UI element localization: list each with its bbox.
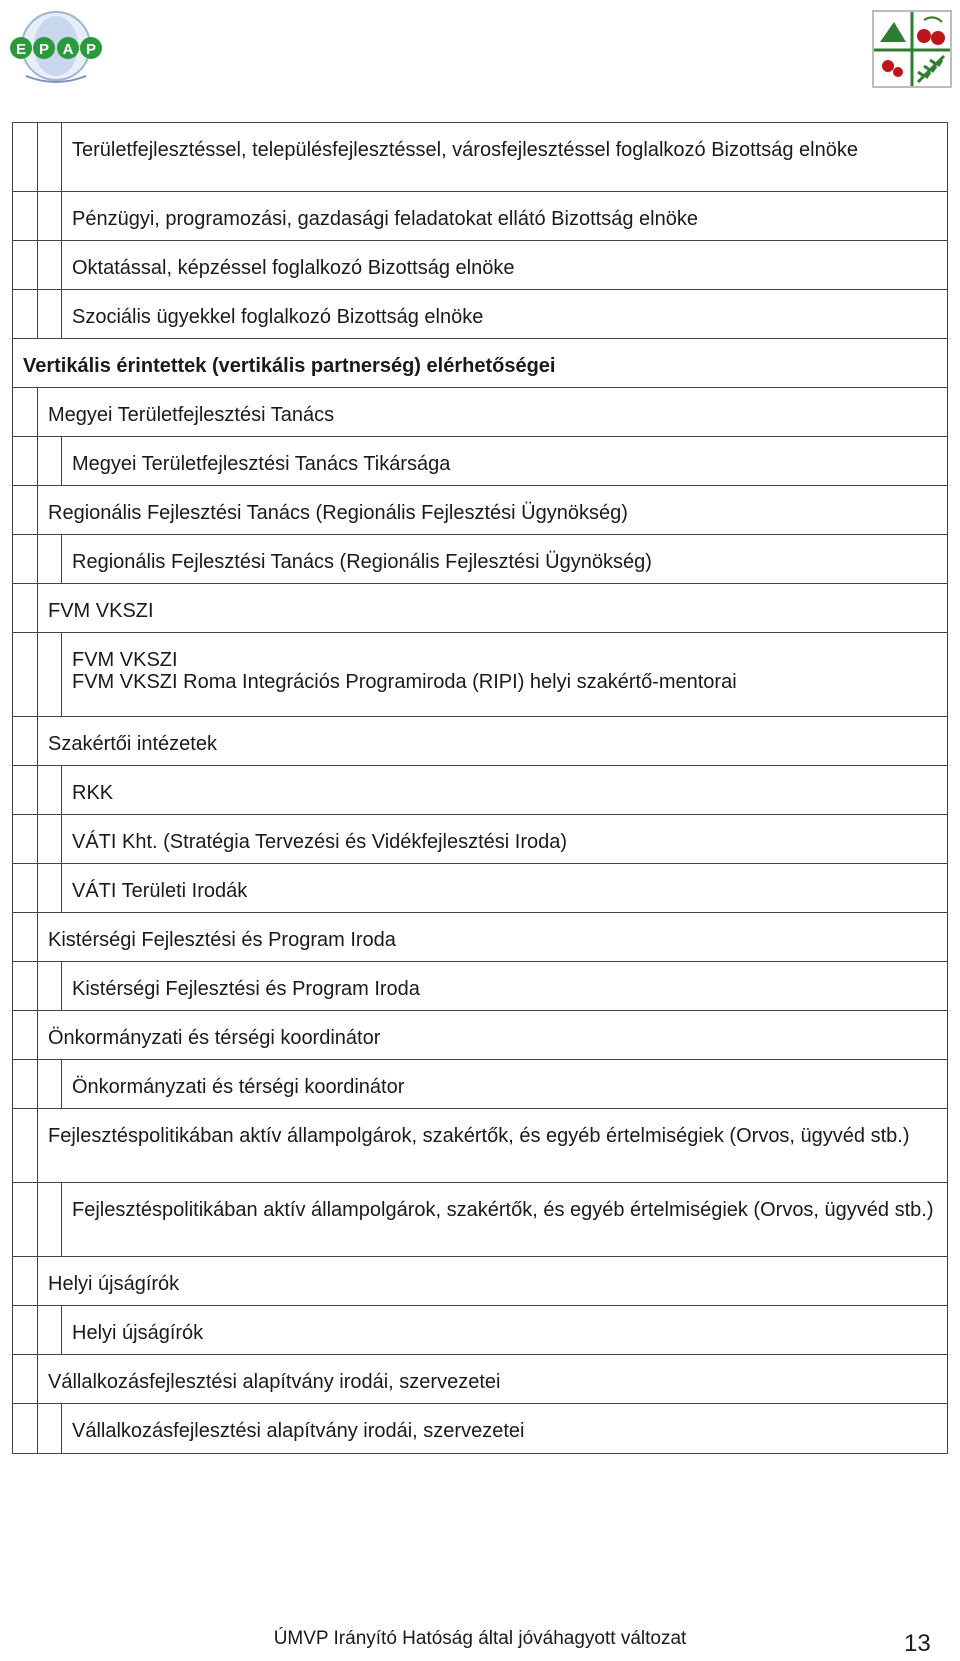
table-cell: Megyei Területfejlesztési Tanács	[37, 388, 947, 436]
table-row	[13, 766, 947, 815]
svg-text:E: E	[15, 41, 27, 58]
table-row	[13, 1183, 947, 1257]
svg-text:P: P	[38, 41, 50, 58]
table-row	[13, 669, 947, 717]
table-row	[13, 815, 947, 864]
table-cell: Önkormányzati és térségi koordinátor	[61, 1060, 947, 1108]
table-cell: Kistérségi Fejlesztési és Program Iroda	[37, 913, 947, 961]
table-row	[13, 1011, 947, 1060]
ministry-logo-icon	[872, 10, 952, 88]
table-row	[13, 388, 947, 437]
table-row	[13, 437, 947, 486]
table-row	[13, 962, 947, 1011]
table-row	[13, 290, 947, 339]
table-cell: Helyi újságírók	[61, 1306, 947, 1354]
table-cell: VÁTI Területi Irodák	[61, 864, 947, 912]
table-cell: FVM VKSZI	[61, 633, 947, 669]
section-heading-row	[13, 339, 947, 388]
table-cell: Önkormányzati és térségi koordinátor	[37, 1011, 947, 1059]
page-footer: ÚMVP Irányító Hatóság által jóváhagyott változat	[273, 1628, 687, 1649]
section-heading: Vertikális érintettek (vertikális partnerség) elérhetőségei	[23, 355, 556, 377]
table-row	[13, 486, 947, 535]
table-row	[13, 717, 947, 766]
table-cell: Megyei Területfejlesztési Tanács Tikársága	[61, 437, 947, 485]
table-row	[13, 1060, 947, 1109]
table-row	[13, 1257, 947, 1306]
table-cell: Szakértői intézetek	[37, 717, 947, 765]
table-cell: Helyi újságírók	[37, 1257, 947, 1305]
epap-logo-icon	[6, 6, 106, 86]
table-cell: FVM VKSZI	[37, 584, 947, 632]
table-cell: Fejlesztéspolitikában aktív állampolgárok, szakértők, és egyéb értelmiségiek (Orvos, ügyvéd stb.)	[37, 1109, 947, 1182]
page-number: 13	[904, 1630, 931, 1657]
table-row	[13, 584, 947, 633]
table-cell: Pénzügyi, programozási, gazdasági feladatokat ellátó Bizottság elnöke	[61, 192, 947, 240]
svg-text:P: P	[85, 41, 97, 58]
table-cell: Oktatással, képzéssel foglalkozó Bizottság elnöke	[61, 241, 947, 289]
table-cell: Szociális ügyekkel foglalkozó Bizottság elnöke	[61, 290, 947, 338]
table-cell: RKK	[61, 766, 947, 814]
table-cell: Regionális Fejlesztési Tanács (Regionális Fejlesztési Ügynökség)	[37, 486, 947, 534]
table-row	[13, 1109, 947, 1183]
table-row	[13, 913, 947, 962]
table-cell: Vállalkozásfejlesztési alapítvány irodái, szervezetei	[37, 1355, 947, 1403]
table-row	[13, 1355, 947, 1404]
svg-text:A: A	[62, 41, 74, 58]
table-row	[13, 1404, 947, 1453]
table-row	[13, 633, 947, 669]
contacts-table	[12, 122, 948, 1454]
table-cell: Fejlesztéspolitikában aktív állampolgárok, szakértők, és egyéb értelmiségiek (Orvos, ügyvéd stb.)	[61, 1183, 947, 1256]
table-row	[13, 241, 947, 290]
table-cell: FVM VKSZI Roma Integrációs Programiroda (RIPI) helyi szakértő-mentorai	[61, 669, 947, 716]
table-row	[13, 864, 947, 913]
table-row	[13, 192, 947, 241]
table-row	[13, 1306, 947, 1355]
table-cell: Vállalkozásfejlesztési alapítvány irodái, szervezetei	[61, 1404, 947, 1453]
table-cell: Kistérségi Fejlesztési és Program Iroda	[61, 962, 947, 1010]
table-cell: Területfejlesztéssel, településfejlesztéssel, városfejlesztéssel foglalkozó Bizottság elnöke	[61, 123, 947, 191]
table-cell: Regionális Fejlesztési Tanács (Regionális Fejlesztési Ügynökség)	[61, 535, 947, 583]
table-cell: VÁTI Kht. (Stratégia Tervezési és Vidékfejlesztési Iroda)	[61, 815, 947, 863]
table-row	[13, 535, 947, 584]
table-row	[13, 123, 947, 192]
